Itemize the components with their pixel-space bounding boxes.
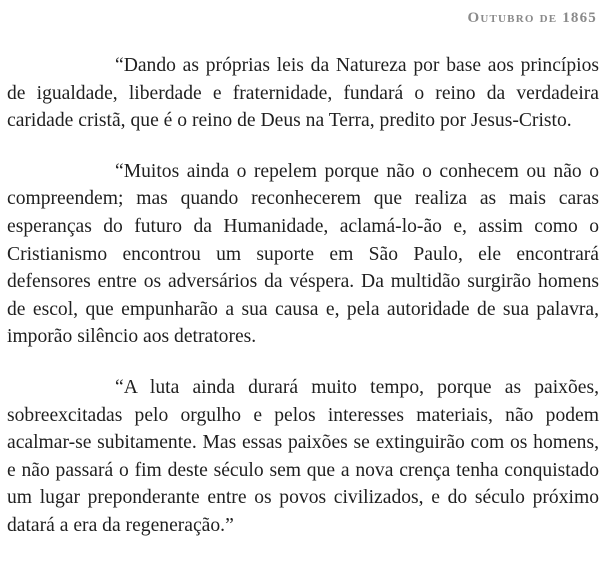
paragraph-2: “Muitos ainda o repelem porque não o conhecem ou não o compreendem; mas quando reconhecerem que realiza as mais caras esperanças do futuro da Humanidade, aclamá-lo-ão e, assim como o Cristianismo encontrou um suporte em São Paulo, ele encontrará defensores entre os adversários da véspera. Da multidão surgirão homens de escol, que empunharão a sua causa e, pela autoridade de sua palavra, imporão silêncio aos detratores.	[7, 160, 599, 348]
running-header: Outubro de 1865	[467, 10, 597, 26]
document-body	[7, 52, 599, 540]
paragraph-1: “Dando as próprias leis da Natureza por base aos princípios de igualdade, liberdade e fraternidade, fundará o reino da verdadeira caridade cristã, que é o reino de Deus na Terra, predito por Jesus-Cristo.	[7, 55, 599, 132]
paragraph-3: “A luta ainda durará muito tempo, porque as paixões, sobreexcitadas pelo orgulho e pelos interesses materiais, não podem acalmar-se subitamente. Mas essas paixões se extinguirão com os homens, e não passará o fim deste século sem que a nova crença tenha conquistado um lugar preponderante entre os povos civilizados, e do século próximo datará a era da regeneração.”	[7, 376, 599, 536]
